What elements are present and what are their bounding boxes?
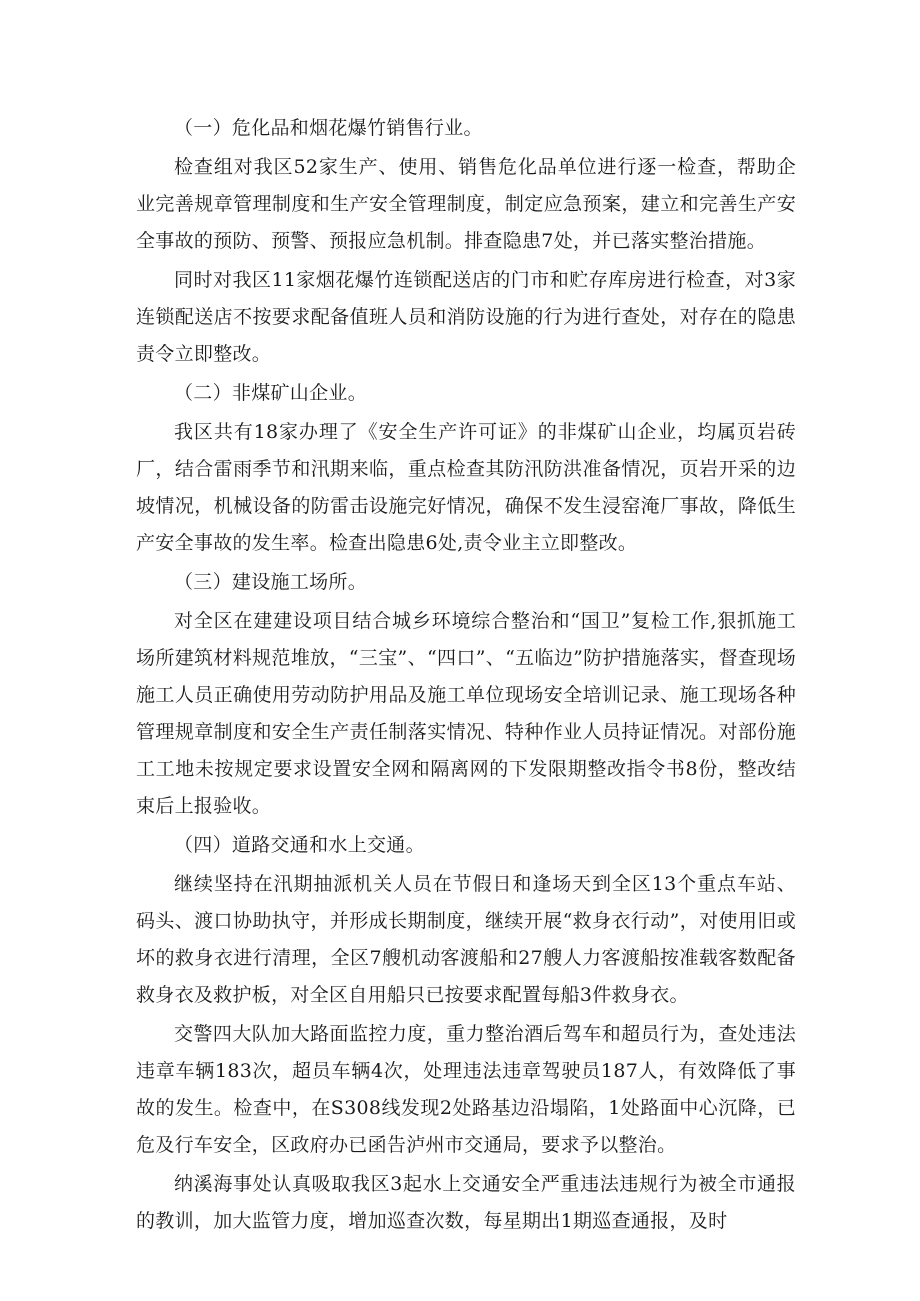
paragraph: 检查组对我区52家生产、使用、销售危化品单位进行逐一检查，帮助企业完善规章管理制度和生产安全管理制度，制定应急预案，建立和完善生产安全事故的预防、预警、预报应急机制。排查隐患7处，并已落实整治措施。 [136, 156, 796, 252]
section-heading-4: （四）道路交通和水上交通。 [174, 834, 425, 856]
paragraph: 对全区在建建设项目结合城乡环境综合整治和“国卫”复检工作,狠抓施工场所建筑材料规范堆放，“三宝”、“四口”、“五临边”防护措施落实，督查现场施工人员正确使用劳动防护用品及施工单位现场安全培训记录、施工现场各种管理规章制度和安全生产责任制落实情况、特种作业人员持证情况。对部份施工工地未按规定要求设置安全网和隔离网的下发限期整改指令书8份，整改结束后上报验收。 [136, 610, 796, 817]
paragraph: 纳溪海事处认真吸取我区3起水上交通安全严重违法违规行为被全市通报的教训，加大监管力度，增加巡查次数，每星期出1期巡查通报，及时 [136, 1173, 796, 1232]
paragraph: 同时对我区11家烟花爆竹连锁配送店的门市和贮存库房进行检查，对3家连锁配送店不按要求配备值班人员和消防设施的行为进行查处，对存在的隐患责令立即整改。 [136, 269, 796, 365]
paragraph: 交警四大队加大路面监控力度，重力整治酒后驾车和超员行为，查处违法违章车辆183次，超员车辆4次，处理违法违章驾驶员187人，有效降低了事故的发生。检查中，在S308线发现2处路基边沿塌陷，1处路面中心沉降，已危及行车安全，区政府办已函告泸州市交通局，要求予以整治。 [136, 1023, 796, 1156]
document-body [136, 110, 796, 1242]
section-heading-2: （二）非煤矿山企业。 [174, 382, 368, 404]
section-heading-1: （一）危化品和烟花爆竹销售行业。 [174, 117, 483, 139]
section-heading-3: （三）建设施工场所。 [174, 571, 368, 593]
paragraph: 继续坚持在汛期抽派机关人员在节假日和逢场天到全区13个重点车站、码头、渡口协助执守，并形成长期制度，继续开展“救身衣行动”，对使用旧或坏的救身衣进行清理，全区7艘机动客渡船和27艘人力客渡船按准载客数配备救身衣及救护板，对全区自用船只已按要求配置每船3件救身衣。 [136, 873, 796, 1006]
paragraph: 我区共有18家办理了《安全生产许可证》的非煤矿山企业，均属页岩砖厂，结合雷雨季节和汛期来临，重点检查其防汛防洪准备情况，页岩开采的边坡情况，机械设备的防雷击设施完好情况，确保不发生浸窑淹厂事故，降低生产安全事故的发生率。检查出隐患6处,责令业主立即整改。 [136, 421, 796, 554]
